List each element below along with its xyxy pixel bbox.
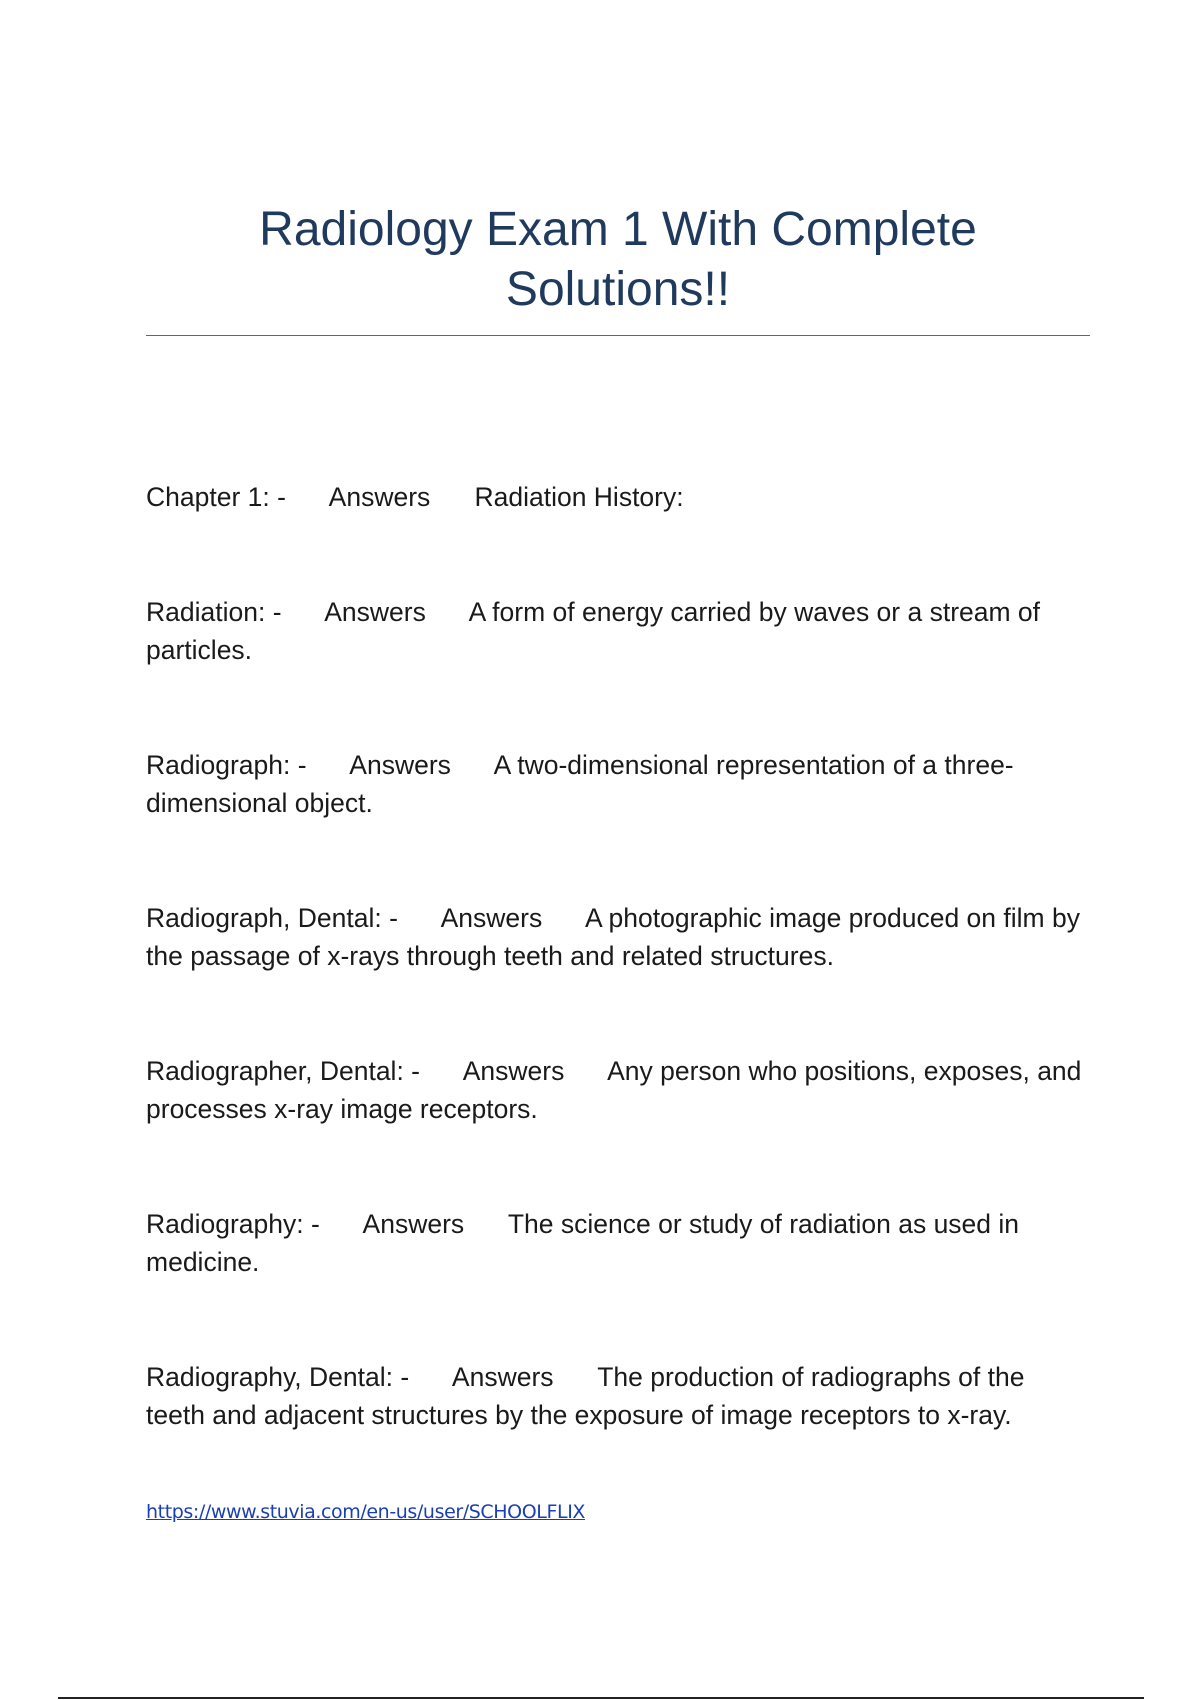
- qa-entry: [146, 478, 1090, 516]
- qa-entry: [146, 746, 1090, 822]
- qa-entry: [146, 1358, 1090, 1434]
- source-link[interactable]: https://www.stuvia.com/en-us/user/SCHOOLFLIX: [146, 1501, 586, 1523]
- entry-term: Radiograph: -: [146, 750, 307, 780]
- entry-term: Radiation: -: [146, 597, 282, 627]
- entry-term: Chapter 1: -: [146, 482, 286, 512]
- qa-entries: [146, 478, 1090, 1434]
- entry-answer: A form of energy carried by waves or a stream of particles.: [146, 597, 1041, 665]
- entry-answer: A photographic image produced on film by the passage of x-rays through teeth and related structures.: [146, 903, 1080, 971]
- entry-term: Radiography: -: [146, 1209, 320, 1239]
- entry-answer: Radiation History:: [474, 482, 684, 512]
- entry-term: Radiography, Dental: -: [146, 1362, 410, 1392]
- entry-answer: Any person who positions, exposes, and processes x-ray image receptors.: [146, 1056, 1082, 1124]
- qa-entry: [146, 899, 1090, 975]
- qa-entry: [146, 1205, 1090, 1281]
- entry-answer: The science or study of radiation as used in medicine.: [146, 1209, 1020, 1277]
- qa-entry: [146, 1052, 1090, 1128]
- entry-answer-label: Answers: [451, 1362, 554, 1392]
- entry-answer-label: Answers: [349, 750, 451, 780]
- footer-divider: [58, 1697, 1144, 1699]
- title-underline: [146, 335, 1090, 336]
- qa-entry: [146, 593, 1090, 669]
- entry-answer: The production of radiographs of the teeth and adjacent structures by the exposure of image receptors to x-ray.: [146, 1362, 1025, 1430]
- title-line-1: Radiology Exam 1 With Complete: [259, 203, 977, 256]
- entry-answer-label: Answers: [328, 482, 431, 512]
- title-line-2: Solutions!!: [505, 263, 731, 316]
- entry-answer-label: Answers: [440, 903, 543, 933]
- entry-term: Radiographer, Dental: -: [146, 1056, 420, 1086]
- entry-answer: A two-dimensional representation of a three-dimensional object.: [146, 750, 1014, 818]
- entry-answer-label: Answers: [324, 597, 426, 627]
- entry-answer-label: Answers: [462, 1056, 565, 1086]
- entry-answer-label: Answers: [362, 1209, 465, 1239]
- entry-term: Radiograph, Dental: -: [146, 903, 398, 933]
- document-title: [146, 200, 1090, 320]
